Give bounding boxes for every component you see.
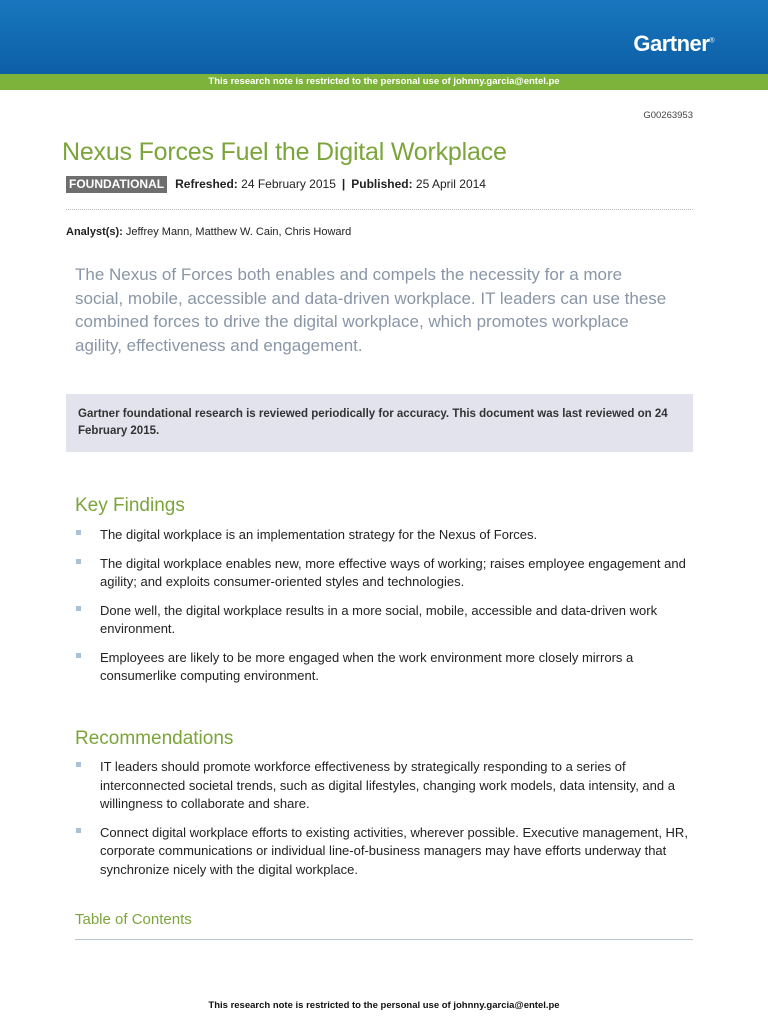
gartner-logo: Gartner® bbox=[633, 31, 714, 56]
review-note: Gartner foundational research is reviewed periodically for accuracy. This document was last reviewed on 24 February 2015. bbox=[66, 394, 693, 452]
analysts-names: Jeffrey Mann, Matthew W. Cain, Chris Howard bbox=[125, 226, 352, 238]
bullet-icon bbox=[76, 653, 81, 658]
key-findings-list bbox=[75, 526, 695, 696]
list-item: The digital workplace is an implementation strategy for the Nexus of Forces. bbox=[75, 526, 695, 545]
bullet-icon bbox=[76, 559, 81, 564]
table-of-contents-link[interactable]: Table of Contents bbox=[75, 911, 192, 928]
meta-separator: | bbox=[341, 177, 346, 191]
document-meta bbox=[66, 176, 486, 193]
list-item: Employees are likely to be more engaged when the work environment more closely mirrors a consumerlike computing environment. bbox=[75, 649, 695, 686]
recommendations-list bbox=[75, 758, 695, 889]
bullet-icon bbox=[76, 606, 81, 611]
analysts-line bbox=[66, 226, 351, 238]
key-findings-heading: Key Findings bbox=[75, 495, 185, 516]
document-id: G00263953 bbox=[643, 110, 693, 121]
list-item: IT leaders should promote workforce effectiveness by strategically responding to a series of interconnected societal trends, such as digital lifestyles, changing work models, data intensity, and a willingness to collaborate and share. bbox=[75, 758, 695, 814]
summary-text: The Nexus of Forces both enables and compels the necessity for a more social, mobile, accessible and data-driven workplace. IT leaders can use these combined forces to drive the digital workplace, which promotes workplace agility, effectiveness and engagement. bbox=[75, 265, 667, 355]
bullet-icon bbox=[76, 828, 81, 833]
analysts-label: Analyst(s): bbox=[66, 226, 123, 238]
dotted-divider bbox=[66, 209, 693, 210]
list-item: Connect digital workplace efforts to existing activities, wherever possible. Executive management, HR, corporate communications or individual line-of-business managers may have efforts underway that synchronize nicely with the digital workplace. bbox=[75, 824, 695, 880]
page-title: Nexus Forces Fuel the Digital Workplace bbox=[62, 138, 507, 166]
published-date: 25 April 2014 bbox=[415, 177, 486, 191]
bullet-icon bbox=[76, 530, 81, 535]
published-label: Published: bbox=[351, 177, 413, 191]
recommendations-heading: Recommendations bbox=[75, 728, 234, 749]
footer-restriction: This research note is restricted to the personal use of johnny.garcia@entel.pe bbox=[208, 1000, 560, 1011]
foundational-badge: FOUNDATIONAL bbox=[66, 176, 167, 193]
restriction-banner: This research note is restricted to the personal use of johnny.garcia@entel.pe bbox=[0, 74, 768, 90]
list-item: The digital workplace enables new, more effective ways of working; raises employee engagement and agility; and exploits consumer-oriented styles and technologies. bbox=[75, 555, 695, 592]
list-item: Done well, the digital workplace results in a more social, mobile, accessible and data-driven work environment. bbox=[75, 602, 695, 639]
refreshed-label: Refreshed: bbox=[175, 177, 238, 191]
refreshed-date: 24 February 2015 bbox=[241, 177, 336, 191]
toc-divider bbox=[75, 939, 693, 940]
bullet-icon bbox=[76, 762, 81, 767]
header-bar bbox=[0, 0, 768, 74]
